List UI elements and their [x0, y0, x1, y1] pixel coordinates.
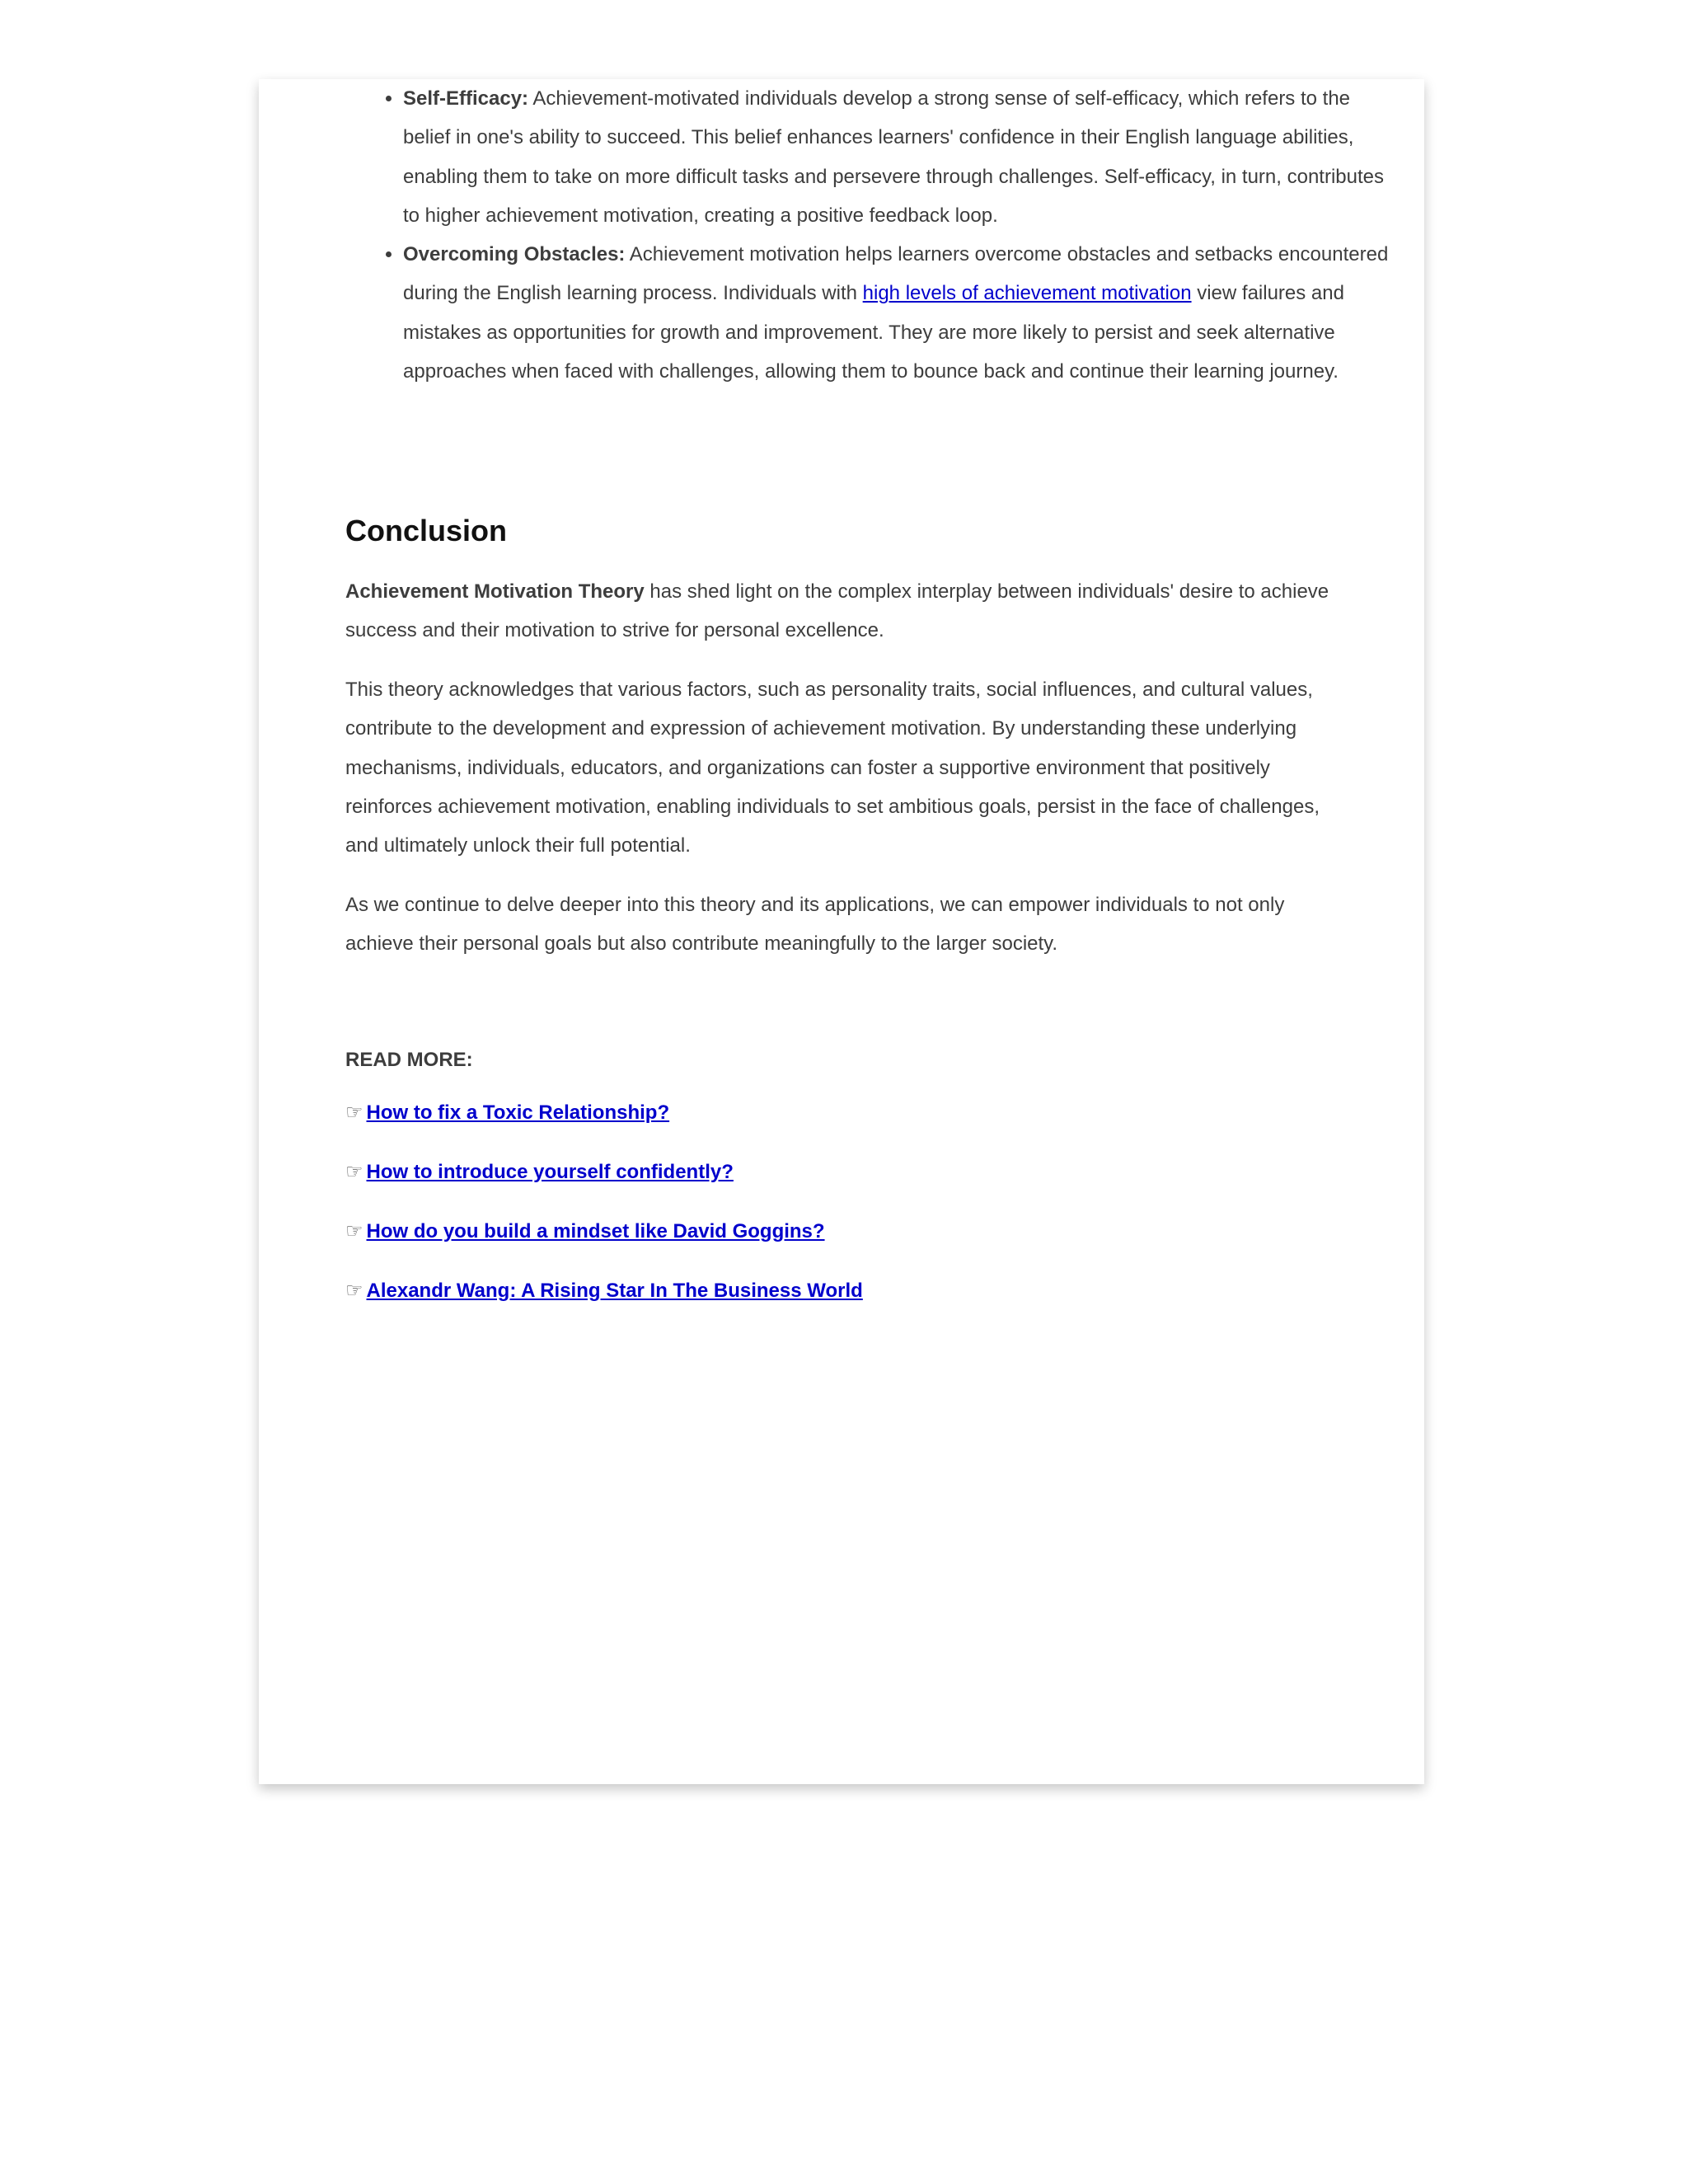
pointing-hand-icon: ☞ — [345, 1219, 363, 1242]
read-more-item — [345, 1217, 825, 1246]
conclusion-paragraph-1 — [345, 572, 1343, 651]
pointing-hand-icon: ☞ — [345, 1160, 363, 1183]
benefits-list — [345, 79, 1400, 391]
paragraph-text: has shed light on the complex interplay between individuals' desire to achieve success and their motivation to strive for personal excellence. — [345, 580, 1329, 642]
conclusion-paragraph-2: This theory acknowledges that various factors, such as personality traits, social influences, and cultural values, contribute to the development and expression of achievement motivation. By understanding these underlying mechanisms, individuals, educators, and organizations can foster a supportive environment that positively reinforces achievement motivation, enabling individuals to set ambitious goals, persist in the face of challenges, and ultimately unlock their full potential. — [345, 679, 1320, 857]
conclusion-paragraph-3: As we continue to delve deeper into this theory and its applications, we can empower individuals to not only achieve their personal goals but also contribute meaningfully to the larger society. — [345, 894, 1285, 956]
list-item-text: Achievement motivation helps learners overcome obstacles and setbacks encountered during the English learning process. Individuals with — [403, 243, 1389, 305]
list-item-overcoming-obstacles — [403, 235, 1400, 391]
list-item-term: Self-Efficacy: — [403, 87, 529, 110]
list-item-text: view failures and mistakes as opportunities for growth and improvement. They are more likely to persist and seek alternative approaches when faced with challenges, allowing them to bounce back and continue their learning journey. — [403, 282, 1344, 383]
article-page — [259, 79, 1424, 1784]
list-item-term: Overcoming Obstacles: — [403, 243, 626, 266]
read-more-item — [345, 1276, 863, 1305]
read-more-item — [345, 1158, 734, 1186]
read-more-link-introduce-yourself[interactable]: How to introduce yourself confidently? — [366, 1161, 734, 1183]
read-more-item — [345, 1098, 669, 1127]
pointing-hand-icon: ☞ — [345, 1279, 363, 1302]
list-item-text: Achievement-motivated individuals develop a strong sense of self-efficacy, which refers to the belief in one's ability to succeed. This belief enhances learners' confidence in their English language abilities, enabling them to take on more difficult tasks and persevere through challenges. Self-efficacy, in turn, contributes to higher achievement motivation, creating a positive feedback loop. — [403, 87, 1385, 227]
theory-name: Achievement Motivation Theory — [345, 580, 645, 603]
conclusion-heading: Conclusion — [345, 514, 507, 547]
list-item-self-efficacy — [403, 79, 1400, 235]
achievement-motivation-link[interactable]: high levels of achievement motivation — [862, 282, 1192, 305]
read-more-link-david-goggins[interactable]: How do you build a mindset like David Goggins? — [366, 1220, 825, 1242]
read-more-link-toxic-relationship[interactable]: How to fix a Toxic Relationship? — [366, 1101, 670, 1124]
read-more-label: READ MORE: — [345, 1049, 473, 1071]
read-more-link-alexandr-wang[interactable]: Alexandr Wang: A Rising Star In The Business World — [366, 1280, 863, 1302]
pointing-hand-icon: ☞ — [345, 1101, 363, 1124]
